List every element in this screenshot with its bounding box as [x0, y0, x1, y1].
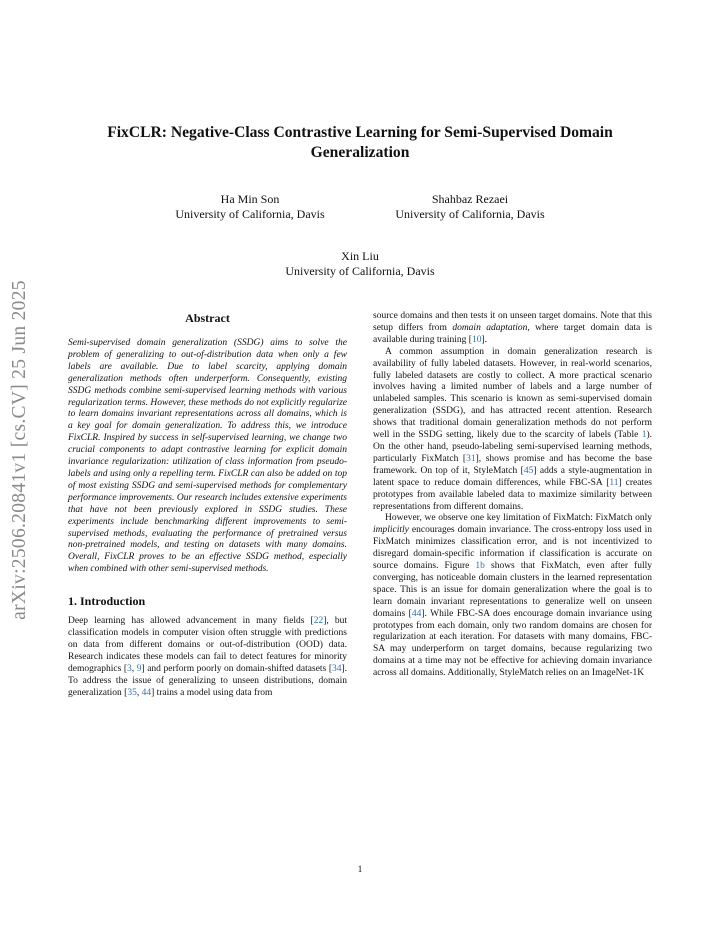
citation-link[interactable]: 11 [609, 477, 619, 488]
citation-link[interactable]: 22 [313, 616, 324, 627]
intro-paragraph [373, 513, 652, 680]
arxiv-identifier-sidebar[interactable] [0, 250, 40, 650]
text-run: , where target domain data is available during training [ [373, 322, 652, 345]
author-name: Xin Liu [341, 249, 379, 263]
table-reference-link[interactable]: 1 [641, 430, 647, 441]
citation-link[interactable]: 3 [127, 663, 132, 674]
emphasis-text: implicitly [373, 525, 409, 536]
intro-paragraph [68, 616, 347, 699]
text-run: ], shows promise and has become the base framework. On top of it, StyleMatch [ [373, 453, 653, 476]
text-run: shows that FixMatch, even after fully converging, has noticeable domain clusters in the learned representation space. This is an issue for domain generalization where the goal is to learn domain invariant representations to generalize well on unseen domains [ [373, 561, 653, 619]
text-run: source domains and then tests it on unseen target domains. Note that this setup differs from [373, 311, 652, 333]
text-run: ]. [481, 334, 487, 345]
left-column [68, 311, 347, 699]
author-name: Shahbaz Rezaei [431, 192, 509, 206]
text-run: However, we observe one key limitation of FixMatch: FixMatch only [385, 513, 652, 524]
text-run: ] creates prototypes from available labeled data to maximize similarity between representations from different domains. [373, 477, 652, 512]
text-run: ], but classification models in computer vision often struggle with predictions on data from different domains or out-of-distribution (OOD) data. Research indicates these models can fail to detect features for minority demographics [ [68, 616, 347, 674]
intro-paragraph [373, 311, 652, 347]
text-run: ] trains a model using data from [151, 687, 273, 698]
citation-link[interactable]: 44 [141, 687, 152, 698]
text-run: , [131, 663, 137, 674]
text-run: A common assumption in domain generalization research is availability of fully labeled datasets. However, in real-world scenarios, fully labeled datasets are costly to collect. A more practical scenario involves having a limited number of labels and a large number of unlabeled samples. This scenario is known as semi-supervised domain generalization (SSDG), and has attracted recent attention. Research shows that traditional domain generalization methods do not perform well in the SSDG setting, likely due to the scarcity of labels (Table [373, 346, 652, 441]
figure-reference-link[interactable]: 1b [475, 561, 485, 572]
intro-paragraph [373, 347, 652, 514]
citation-link[interactable]: 9 [136, 663, 142, 674]
text-run: encourages domain invariance. The cross-entropy loss used in FixMatch minimizes classification error, and is not incentivized to disregard domain-specific information if classification is accurate on source domains. Figure [373, 525, 652, 572]
text-run: ]. While FBC-SA does encourage domain invariance using prototypes from each domain, only two random domains are chosen for regularization at each iteration. For datasets with many domains, FBC-SA may underperform on target domains, because regularizing two domains at a time may not be effective for achieving domain invariance across all domains. Additionally, StyleMatch relies on an ImageNet-1K [373, 608, 652, 679]
author-name: Ha Min Son [220, 192, 280, 206]
citation-link[interactable]: 31 [466, 453, 476, 464]
author-affiliation: University of California, Davis [175, 207, 325, 221]
text-run: ] adds a style-augmentation in latent space to reduce domain differences, while FBC-SA [ [373, 465, 653, 488]
citation-link[interactable]: 35 [127, 687, 137, 698]
author-affiliation: University of California, Davis [285, 264, 435, 278]
text-run: ). On the other hand, pseudo-labeling semi-supervised learning methods, particularly FixMatch [ [373, 430, 652, 464]
author-block [260, 249, 460, 279]
page-number: 1 [357, 865, 363, 875]
right-column [373, 311, 652, 680]
emphasis-text: domain adaptation [452, 322, 528, 333]
text-run: , [136, 687, 142, 698]
citation-link[interactable]: 10 [471, 334, 482, 345]
abstract-heading: Abstract [185, 311, 230, 325]
section-heading-introduction: 1. Introduction [68, 594, 146, 609]
citation-link[interactable]: 44 [411, 608, 422, 619]
citation-link[interactable]: 45 [523, 465, 534, 476]
text-run: Deep learning has allowed advancement in many fields [ [68, 616, 314, 627]
author-block [150, 192, 350, 222]
text-run: ] and perform poorly on domain-shifted datasets [ [141, 663, 332, 674]
citation-link[interactable]: 34 [331, 663, 342, 674]
text-run: ]. To address the issue of generalizing to unseen distributions, domain generalization [ [68, 663, 348, 698]
abstract-text: Semi-supervised domain generalization (SSDG) aims to solve the problem of generalizing to out-of-distribution data when only a few labels are available. Due to label scarcity, applying domain generalization methods often underperform. Consequently, existing SSDG methods combine semi-supervised learning methods with various regularization terms. However, these methods do not explicitly regularize to learn domains invariant representations across all domains, which is a key goal for domain generalization. To address this, we introduce FixCLR. Inspired by success in self-supervised learning, we change two crucial components to adapt contrastive learning for explicit domain invariance regularization: utilization of class information from pseudo-labels and using only a repelling term. FixCLR can also be added on top of most existing SSDG and semi-supervised methods for complementary performance improvements. Our research includes extensive experiments that have not been previously explored in SSDG studies. These experiments include benchmarking different improvements to semi-supervised methods, evaluating the performance of pretrained versus non-pretrained models, and testing on datasets with many domains. Overall, FixCLR proves to be an effective SSDG method, especially when combined with other semi-supervised methods. [68, 338, 347, 575]
author-affiliation: University of California, Davis [395, 207, 545, 221]
author-block [370, 192, 570, 222]
arxiv-identifier[interactable]: arXiv:2506.20841v1 [cs.CV] 25 Jun 2025 [9, 280, 30, 620]
paper-title: FixCLR: Negative-Class Contrastive Learning for Semi-Supervised Domain Generalization [107, 124, 613, 161]
